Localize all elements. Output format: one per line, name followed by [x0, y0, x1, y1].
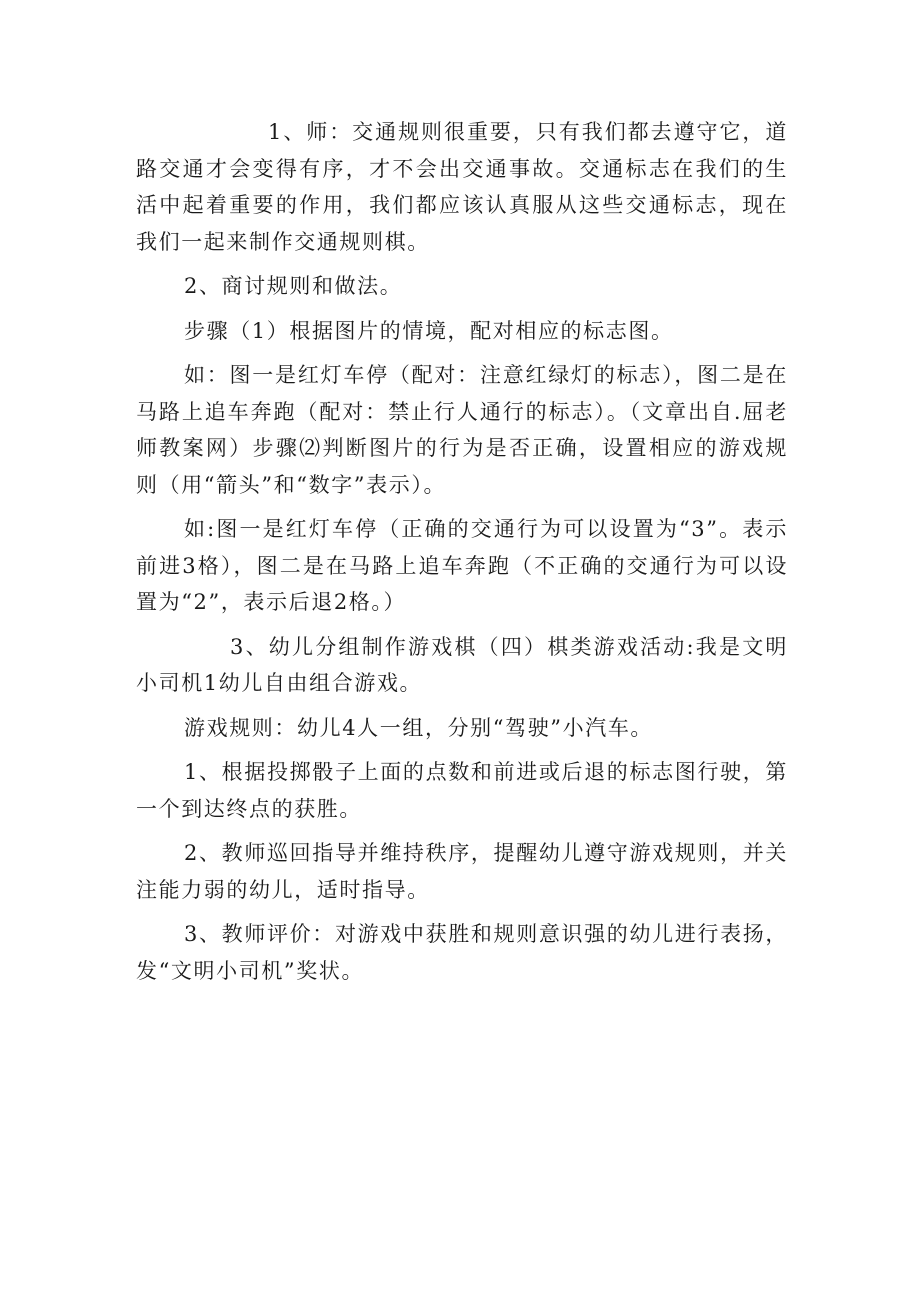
- paragraph-rule-teacher-guidance: 2、教师巡回指导并维持秩序，提醒幼儿遵守游戏规则，并关注能力弱的幼儿，适时指导。: [136, 841, 788, 902]
- paragraph-game-rules: 游戏规则：幼儿4人一组，分别“驾驶”小汽车。: [184, 715, 654, 740]
- paragraph-group-making: 3、幼儿分组制作游戏棋（四）棋类游戏活动:我是文明小司机1幼儿自由组合游戏。: [136, 634, 788, 695]
- paragraph-discuss-rules: 2、商讨规则和做法。: [184, 274, 403, 298]
- document-body: [136, 114, 788, 997]
- paragraph-example-pairing: 如：图一是红灯车停（配对：注意红绿灯的标志），图二是在马路上追车奔跑（配对：禁止行人通行的标志）。（文章出自.屈老师教案网）步骤⑵判断图片的行为是否正确，设置相应的游戏规则（用“箭头”和“数字”表示）。: [136, 363, 788, 497]
- paragraph-rule-dice: 1、根据投掷骰子上面的点数和前进或后退的标志图行驶，第一个到达终点的获胜。: [136, 760, 788, 821]
- paragraph-teacher-intro: 1、师：交通规则很重要，只有我们都去遵守它，道路交通才会变得有序，才不会出交通事故。交通标志在我们的生活中起着重要的作用，我们都应该认真服从这些交通标志，现在我们一起来制作交通规则棋。: [136, 120, 788, 254]
- paragraph-step-one: 步骤（1）根据图片的情境，配对相应的标志图。: [184, 318, 674, 343]
- paragraph-rule-evaluation: 3、教师评价：对游戏中获胜和规则意识强的幼儿进行表扬，发“文明小司机”奖状。: [136, 922, 788, 983]
- paragraph-example-rules: 如:图一是红灯车停（正确的交通行为可以设置为“3”。表示前进3格），图二是在马路上追车奔跑（不正确的交通行为可以设置为“2”，表示后退2格。）: [136, 517, 788, 614]
